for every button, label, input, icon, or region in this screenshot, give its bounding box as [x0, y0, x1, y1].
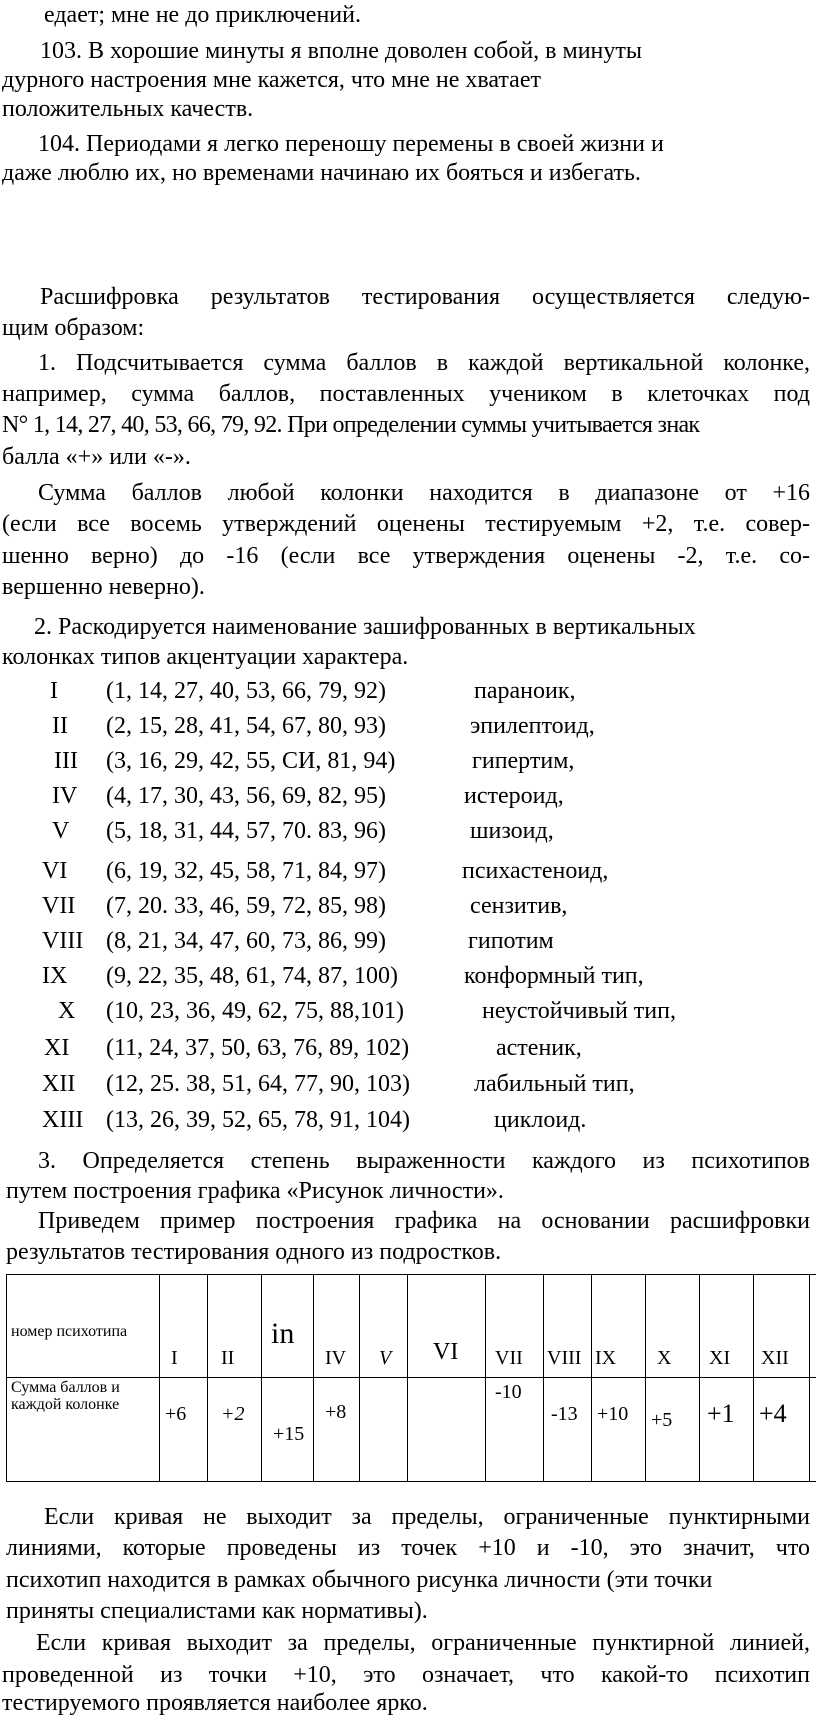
table-column-divider	[207, 1275, 208, 1481]
type-items: (11, 24, 37, 50, 63, 76, 89, 102)	[106, 1035, 410, 1061]
step3-line3: Приведем пример построения графика на основании расшифровки	[38, 1208, 810, 1234]
type-items: (8, 21, 34, 47, 60, 73, 86, 99)	[106, 928, 386, 954]
step3-line1: 3. Определяется степень выраженности каждого из психотипов	[38, 1148, 810, 1174]
type-row	[0, 713, 816, 747]
step1-line3: N° 1, 14, 27, 40, 53, 66, 79, 92. При определении суммы учитывается знак	[2, 412, 700, 438]
type-items: (12, 25. 38, 51, 64, 77, 90, 103)	[106, 1071, 410, 1097]
value-cell: +10	[597, 1403, 629, 1425]
type-name: параноик,	[474, 678, 576, 704]
type-items: (2, 15, 28, 41, 54, 67, 80, 93)	[106, 713, 386, 739]
type-row	[0, 1035, 816, 1069]
type-row	[0, 963, 816, 997]
table-column-divider	[313, 1275, 314, 1481]
type-items: (1, 14, 27, 40, 53, 66, 79, 92)	[106, 678, 386, 704]
header-cell: VIII	[547, 1347, 582, 1369]
type-row	[0, 1071, 816, 1105]
type-number: XI	[44, 1035, 70, 1061]
type-number: II	[52, 713, 68, 739]
value-cell: +15	[273, 1423, 305, 1445]
type-name: астеник,	[496, 1035, 582, 1061]
table-column-divider	[645, 1275, 646, 1481]
table-column-divider	[261, 1275, 262, 1481]
interp-line1: Если кривая не выходит за пределы, ограниченные пунктирными	[44, 1504, 810, 1530]
value-cell: -10	[495, 1381, 522, 1403]
header-cell: VII	[495, 1347, 523, 1369]
type-number: VII	[42, 893, 76, 919]
type-row	[0, 783, 816, 817]
step1-line5: Сумма баллов любой колонки находится в диапазоне от +16	[38, 480, 810, 506]
type-name: лабильный тип,	[474, 1071, 635, 1097]
row-label-type-number: номер психотипа	[11, 1323, 128, 1340]
header-cell: in	[271, 1317, 295, 1350]
item-104-line1: 104. Периодами я легко переношу перемены в своей жизни и	[38, 131, 664, 157]
step3-line4: результатов тестирования одного из подростков.	[6, 1239, 502, 1265]
header-cell: II	[221, 1347, 235, 1369]
header-cell: I	[171, 1347, 178, 1369]
table-column-divider	[359, 1275, 360, 1481]
type-number: XIII	[42, 1107, 84, 1133]
interp-line5: Если кривая выходит за пределы, ограниченные пунктирной линией,	[36, 1630, 810, 1656]
item-104-line2: даже люблю их, но временами начинаю их бояться и избегать.	[2, 160, 641, 186]
type-number: VI	[42, 858, 68, 884]
text-line: едает; мне не до приключений.	[44, 2, 361, 28]
item-103-line1: 103. В хорошие минуты я вполне доволен собой, в минуты	[40, 38, 642, 64]
type-number: IX	[42, 963, 68, 989]
step1-line1: 1. Подсчитывается сумма баллов в каждой вертикальной колонке,	[38, 350, 810, 376]
type-name: истероид,	[464, 783, 564, 809]
value-cell: +8	[325, 1401, 347, 1423]
type-number: IV	[52, 783, 78, 809]
header-cell: V	[379, 1347, 392, 1369]
item-103-line2: дурного настроения мне кажется, что мне не хватает	[2, 67, 541, 93]
decoding-line2: щим образом:	[2, 315, 145, 341]
header-cell: VI	[433, 1339, 459, 1365]
type-items: (9, 22, 35, 48, 61, 74, 87, 100)	[106, 963, 398, 989]
table-row-divider	[7, 1377, 816, 1378]
step1-line4: балла «+» или «-».	[2, 444, 191, 470]
header-cell: XI	[709, 1347, 731, 1369]
step2-line2: колонках типов акцентуации характера.	[2, 644, 409, 670]
type-name: неустойчивый тип,	[482, 998, 676, 1024]
type-name: шизоид,	[470, 818, 554, 844]
step1-line8: вершенно неверно).	[2, 574, 205, 600]
type-items: (5, 18, 31, 44, 57, 70. 83, 96)	[106, 818, 386, 844]
interp-line7: тестируемого проявляется наиболее ярко.	[2, 1690, 428, 1716]
type-name: гипотим	[468, 928, 554, 954]
value-cell: +4	[759, 1399, 787, 1428]
interp-line4: приняты специалистами как нормативы).	[6, 1598, 428, 1624]
type-items: (13, 26, 39, 52, 65, 78, 91, 104)	[106, 1107, 410, 1133]
type-number: I	[50, 678, 58, 704]
header-cell: IV	[325, 1347, 347, 1369]
type-number: VIII	[42, 928, 84, 954]
type-name: конформный тип,	[464, 963, 644, 989]
type-number: X	[58, 998, 76, 1024]
header-cell: XII	[761, 1347, 789, 1369]
type-row	[0, 678, 816, 712]
type-items: (3, 16, 29, 42, 55, СИ, 81, 94)	[106, 748, 396, 774]
type-row	[0, 858, 816, 892]
step2-line1: 2. Раскодируется наименование зашифрованных в вертикальных	[34, 614, 696, 640]
step3-line2: путем построения графика «Рисунок личности».	[6, 1178, 504, 1204]
value-cell: +2	[221, 1403, 245, 1425]
value-cell: +5	[651, 1409, 673, 1431]
type-row	[0, 1107, 816, 1141]
table-column-divider	[809, 1275, 810, 1481]
step1-line7: шенно верно) до -16 (если все утверждения оценены -2, т.е. со-	[2, 543, 810, 569]
value-cell: +1	[707, 1399, 735, 1428]
type-items: (6, 19, 32, 45, 58, 71, 84, 97)	[106, 858, 386, 884]
table-column-divider	[407, 1275, 408, 1481]
type-name: психастеноид,	[462, 858, 609, 884]
type-items: (10, 23, 36, 49, 62, 75, 88,101)	[106, 998, 404, 1024]
table-column-divider	[591, 1275, 592, 1481]
interp-line2: линиями, которые проведены из точек +10 и -10, это значит, что	[6, 1535, 810, 1561]
value-cell: +6	[165, 1403, 187, 1425]
value-cell: -13	[551, 1403, 578, 1425]
table-column-divider	[699, 1275, 700, 1481]
type-row	[0, 748, 816, 782]
item-103-line3: положительных качеств.	[2, 96, 254, 122]
type-number: V	[52, 818, 70, 844]
table-column-divider	[159, 1275, 160, 1481]
header-cell: X	[657, 1347, 672, 1369]
type-number: XII	[42, 1071, 76, 1097]
row-label-score-sum: Сумма баллов и каждой колонке	[11, 1379, 120, 1413]
type-row	[0, 818, 816, 852]
type-number: III	[54, 748, 78, 774]
type-items: (7, 20. 33, 46, 59, 72, 85, 98)	[106, 893, 386, 919]
type-row	[0, 998, 816, 1032]
interp-line3: психотип находится в рамках обычного рисунка личности (эти точки	[6, 1567, 713, 1593]
type-name: циклоид.	[494, 1107, 587, 1133]
step1-line6: (если все восемь утверждений оценены тестируемым +2, т.е. совер-	[2, 511, 810, 537]
type-row	[0, 893, 816, 927]
results-table	[6, 1274, 816, 1482]
header-cell: IX	[595, 1347, 617, 1369]
table-column-divider	[485, 1275, 486, 1481]
type-items: (4, 17, 30, 43, 56, 69, 82, 95)	[106, 783, 386, 809]
interp-line6: проведенной из точки +10, это означает, что какой-то психотип	[2, 1662, 810, 1688]
table-column-divider	[543, 1275, 544, 1481]
step1-line2: например, сумма баллов, поставленных учеником в клеточках под	[2, 381, 810, 407]
type-name: эпилептоид,	[470, 713, 595, 739]
table-column-divider	[753, 1275, 754, 1481]
type-name: гипертим,	[472, 748, 575, 774]
type-name: сензитив,	[470, 893, 568, 919]
type-row	[0, 928, 816, 962]
decoding-line1: Расшифровка результатов тестирования осуществляется следую-	[40, 284, 810, 310]
